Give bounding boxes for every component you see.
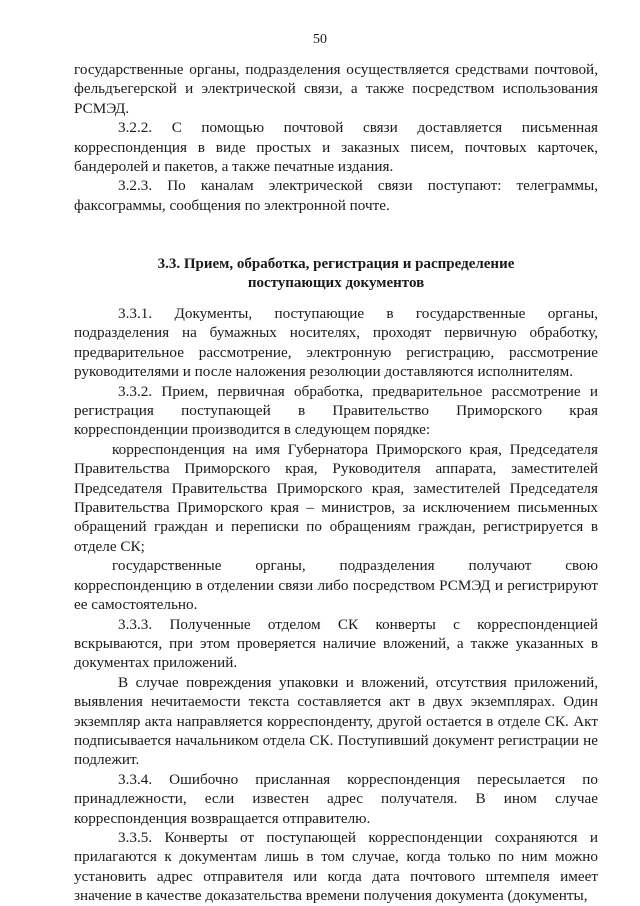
body-paragraph: государственные органы, подразделения получают свою корреспонденцию в отделении связи либо посредством РСМЭД и регистрируют ее самостоятельно. <box>74 557 598 614</box>
body-paragraph: корреспонденция на имя Губернатора Приморского края, Председателя Правительства Приморского края, Руководителя аппарата, заместителей Председателя Правительства Приморского края, заместителей Председателя Правительства Приморского края – министров, за исключением письменных обращений граждан и переписки по обращениям граждан, регистрируется в отделе СК; <box>74 440 598 555</box>
page-number: 50 <box>313 32 327 47</box>
body-paragraph: 3.3.3. Полученные отделом СК конверты с корреспонденцией вскрываются, при этом проверяется наличие вложений, а также указанных в документах приложений. <box>74 615 598 672</box>
intro-block <box>74 60 598 215</box>
section-heading <box>74 255 598 293</box>
section-body <box>74 304 598 906</box>
body-paragraph: 3.3.4. Ошибочно присланная корреспонденция пересылается по принадлежности, если известен адрес получателя. В ином случае корреспонденция возвращается отправителю. <box>74 770 598 827</box>
body-paragraph: В случае повреждения упаковки и вложений, отсутствия приложений, выявления нечитаемости текста составляется акт в двух экземплярах. Один экземпляр акта направляется корреспонденту, другой остается в отделе СК. Акт подписывается начальником отдела СК. Поступивший документ регистрации не подлежит. <box>74 673 598 769</box>
intro-paragraph: государственные органы, подразделения осуществляется средствами почтовой, фельдъегерской и электрической связи, а также посредством использования РСМЭД. <box>74 61 598 117</box>
intro-paragraph: 3.2.3. По каналам электрической связи поступают: телеграммы, факсограммы, сообщения по электронной почте. <box>74 177 598 214</box>
section-title-line: 3.3. Прием, обработка, регистрация и распределение <box>157 256 515 272</box>
body-paragraph: 3.3.5. Конверты от поступающей корреспонденции сохраняются и прилагаются к документам лишь в том случае, когда только по ним можно установить адрес отправителя или когда дата почтового штемпеля имеет значение в качестве доказательства времени получения документа (документы, <box>74 828 598 905</box>
body-paragraph: 3.3.1. Документы, поступающие в государственные органы, подразделения на бумажных носителях, проходят первичную обработку, предварительное рассмотрение, электронную регистрацию, рассмотрение руководителями и после наложения резолюции доставляются исполнителям. <box>74 305 598 381</box>
intro-paragraph: 3.2.2. С помощью почтовой связи доставляется письменная корреспонденция в виде простых и заказных писем, почтовых карточек, бандеролей и пакетов, а также печатные издания. <box>74 119 598 176</box>
section-title-line: поступающих документов <box>247 275 425 291</box>
body-paragraph: 3.3.2. Прием, первичная обработка, предварительное рассмотрение и регистрация поступающей в Правительство Приморского края корреспонденции производится в следующем порядке: <box>74 382 598 439</box>
